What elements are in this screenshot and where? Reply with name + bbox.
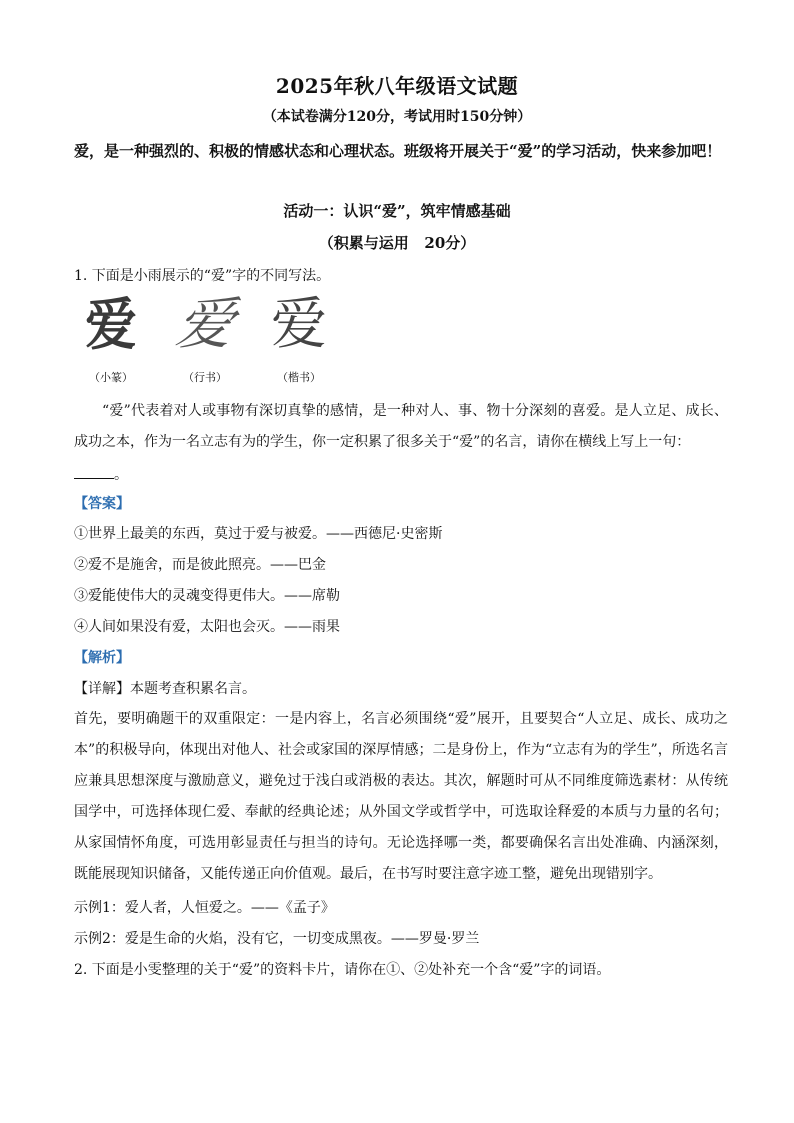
example-item: 示例1：爱人者，人恒爱之。——《孟子》: [74, 900, 335, 916]
question-1-prompt: 1. 下面是小雨展示的“爱”字的不同写法。: [74, 268, 331, 284]
exam-subtitle: （本试卷满分120分，考试用时150分钟）: [262, 109, 532, 125]
answer-label: 【答案】: [74, 496, 130, 512]
blank-end-mark: 。: [114, 467, 128, 483]
answer-item: ①世界上最美的东西，莫过于爱与被爱。——西德尼·史密斯: [74, 526, 443, 542]
detail-line: 【详解】本题考查积累名言。: [74, 681, 256, 697]
answer-item: ④人间如果没有爱，太阳也会灭。——雨果: [74, 619, 340, 635]
answer-blank[interactable]: [74, 464, 114, 479]
activity-subtitle: （积累与运用 20分）: [318, 234, 476, 252]
question-2-prompt: 2. 下面是小雯整理的关于“爱”的资料卡片，请你在①、②处补充一个含“爱”字的词语。: [74, 962, 611, 978]
regular-script-glyph: 爱: [271, 292, 327, 357]
question-1-body: “爱”代表着对人或事物有深切真挚的感情，是一种对人、事、物十分深刻的喜爱。是人立足、成长、成功之本，作为一名立志有为的学生，你一定积累了很多关于“爱”的名言，请你在横线上写上一句：: [74, 403, 728, 450]
regular-script-caption: （楷书）: [277, 371, 321, 384]
activity-title: 活动一：认识“爱”，筑牢情感基础: [283, 202, 511, 220]
running-script-glyph: 爱: [171, 292, 239, 357]
running-script-caption: （行书）: [183, 371, 227, 384]
answer-blank-line: [74, 464, 724, 485]
answer-item: ②爱不是施舍，而是彼此照亮。——巴金: [74, 557, 326, 573]
example-item: 示例2：爱是生命的火焰，没有它，一切变成黑夜。——罗曼·罗兰: [74, 931, 480, 947]
answer-item: ③爱能使伟大的灵魂变得更伟大。——席勒: [74, 588, 340, 604]
intro-paragraph: 爱，是一种强烈的、积极的情感状态和心理状态。班级将开展关于“爱”的学习活动，快来参加吧！: [74, 142, 722, 160]
analysis-paragraph: 首先，要明确题干的双重限定：一是内容上，名言必须围绕“爱”展开，且要契合“人立足、成长、成功之本”的积极导向，体现出对他人、社会或家国的深厚情感；二是身份上，作为“立志有为的学生”，所选名言应兼具思想深度与激励意义，避免过于浅白或消极的表达。其次，解题时可从不同维度筛选素材：从传统国学中，可选择体现仁爱、奉献的经典论述；从外国文学或哲学中，可选取诠释爱的本质与力量的名句；从家国情怀角度，可选用彰显责任与担当的诗句。无论选择哪一类，都要确保名言出处准确、内涵深刻，既能展现知识储备，又能传递正向价值观。最后，在书写时要注意字迹工整，避免出现错别字。: [74, 711, 728, 882]
exam-title: 2025年秋八年级语文试题: [275, 74, 519, 98]
seal-script-caption: （小篆）: [89, 371, 133, 384]
analysis-label: 【解析】: [74, 650, 130, 666]
seal-script-glyph: 爱: [85, 292, 137, 358]
